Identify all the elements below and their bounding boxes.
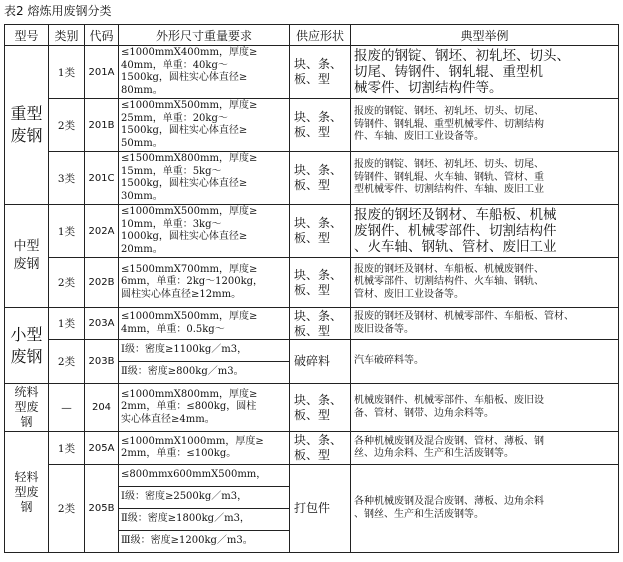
category-cell: 2类 xyxy=(49,258,85,308)
category-cell: 3类 xyxy=(49,152,85,205)
supply-cell: 块、条、 板、型 xyxy=(290,152,351,205)
examples-cell: 报废的钢坯及钢材、车船板、机械 废钢件、机械零部件、切割结构件 、火车轴、钢轨、管材、废旧工业 xyxy=(351,205,619,258)
group-label: 小型 废钢 xyxy=(10,324,43,366)
requirements-cell: ≤1000mmX500mm，厚度≥ 10mm，单重：3kg～ 1000kg，圆柱实心体直径≥ 20mm。 xyxy=(119,205,290,258)
category-cell: 2类 xyxy=(49,465,85,553)
code-cell: 204 xyxy=(85,384,119,432)
table-row xyxy=(5,152,619,205)
code-cell: 205B xyxy=(85,465,119,553)
examples-cell: 汽车破碎料等。 xyxy=(351,340,619,384)
category-cell: 2类 xyxy=(49,340,85,384)
table-row xyxy=(5,205,619,258)
table-row xyxy=(5,99,619,152)
category-cell: — xyxy=(49,384,85,432)
requirements-cell: ≤1000mmX1000mm，厚度≥ 2mm，单重：≤100kg。 xyxy=(119,432,290,465)
examples-cell: 报废的钢坯及钢材、机械零部件、车船板、管材、 废旧设备等。 xyxy=(351,308,619,340)
grade-2-cell: Ⅱ级：密度≥800kg／m3。 xyxy=(119,362,290,384)
table-row xyxy=(5,384,619,432)
table-row xyxy=(5,258,619,308)
header-type: 型号 xyxy=(5,25,49,46)
examples-cell: 各种机械废钢及混合废钢、管材、薄板、钢 丝、边角余料、生产和生活废钢等。 xyxy=(351,432,619,465)
supply-cell: 块、条、 板、型 xyxy=(290,46,351,99)
grade-1-cell: Ⅰ级：密度≥1100kg／m3， xyxy=(119,340,290,362)
code-cell: 202A xyxy=(85,205,119,258)
examples-cell: 各种机械废钢及混合废钢、薄板、边角余料 、钢丝、生产和生活废钢等。 xyxy=(351,465,619,553)
header-examples: 典型举例 xyxy=(351,25,619,46)
group-label: 轻料 型废 钢 xyxy=(14,469,39,514)
code-cell: 203A xyxy=(85,308,119,340)
table-row xyxy=(5,46,619,99)
code-cell: 201B xyxy=(85,99,119,152)
grade-3-cell: Ⅲ级：密度≥1200kg／m3。 xyxy=(119,531,290,553)
examples-cell: 报废的钢锭、钢坯、初轧坯、切头、切尾、 铸钢件、钢轧辊、重型机械零件、切割结构 件、车轴、废旧工业设备等。 xyxy=(351,99,619,152)
examples-cell: 报废的钢锭、钢坯、初轧坯、切头、 切尾、铸钢件、钢轧辊、重型机 械零件、切割结构件等。 xyxy=(351,46,619,99)
group-bulk xyxy=(5,384,49,432)
table-row xyxy=(5,465,619,487)
supply-cell: 打包件 xyxy=(290,465,351,553)
scrap-steel-table xyxy=(4,24,619,553)
grade-1-cell: Ⅰ级：密度≥2500kg／m3， xyxy=(119,487,290,509)
group-light xyxy=(5,432,49,553)
requirements-cell: ≤1000mmX500mm，厚度≥ 4mm，单重：0.5kg～ xyxy=(119,308,290,340)
group-label: 中型 废钢 xyxy=(13,239,40,272)
category-cell: 1类 xyxy=(49,308,85,340)
requirements-cell: ≤1000mmX800mm，厚度≥ 2mm，单重：≤800kg，圆柱 实心体直径≥4mm。 xyxy=(119,384,290,432)
header-category: 类别 xyxy=(49,25,85,46)
table-row xyxy=(5,340,619,362)
supply-cell: 块、条、 板、型 xyxy=(290,258,351,308)
header-row xyxy=(5,25,619,46)
group-label: 重型 废钢 xyxy=(10,104,43,145)
code-cell: 205A xyxy=(85,432,119,465)
header-code: 代码 xyxy=(85,25,119,46)
supply-cell: 块、条、 板、型 xyxy=(290,384,351,432)
supply-cell: 块、条、 板、型 xyxy=(290,99,351,152)
code-cell: 202B xyxy=(85,258,119,308)
header-requirements: 外形尺寸重量要求 xyxy=(119,25,290,46)
requirements-cell: ≤1000mmX500mm，厚度≥ 25mm，单重：20kg～ 1500kg，圆柱实心体直径≥ 50mm。 xyxy=(119,99,290,152)
code-cell: 203B xyxy=(85,340,119,384)
group-heavy xyxy=(5,46,49,205)
code-cell: 201A xyxy=(85,46,119,99)
group-medium xyxy=(5,205,49,308)
grade-2-cell: Ⅱ级：密度≥1800kg／m3， xyxy=(119,509,290,531)
category-cell: 2类 xyxy=(49,99,85,152)
examples-cell: 机械废钢件、机械零部件、车船板、废旧设 备、管材、钢带、边角余料等。 xyxy=(351,384,619,432)
category-cell: 1类 xyxy=(49,205,85,258)
table-row xyxy=(5,308,619,340)
table-caption: 表2 熔炼用废钢分类 xyxy=(4,4,112,18)
requirements-cell: ≤1500mmX800mm，厚度≥ 15mm，单重：5kg～ 1500kg，圆柱实心体直径≥ 30mm。 xyxy=(119,152,290,205)
supply-cell: 块、条、 板、型 xyxy=(290,432,351,465)
group-small xyxy=(5,308,49,384)
size-cell: ≤800mmx600mmX500mm， xyxy=(119,465,290,487)
category-cell: 1类 xyxy=(49,432,85,465)
requirements-cell: ≤1500mmX700mm，厚度≥ 6mm，单重：2kg～1200kg， 圆柱实心体直径≥12mm。 xyxy=(119,258,290,308)
supply-cell: 块、条、 板、型 xyxy=(290,205,351,258)
supply-cell: 破碎料 xyxy=(290,340,351,384)
table-row xyxy=(5,432,619,465)
requirements-cell: ≤1000mmX400mm，厚度≥ 40mm，单重：40kg～ 1500kg，圆柱实心体直径≥ 80mm。 xyxy=(119,46,290,99)
group-label: 统料 型废 钢 xyxy=(14,385,39,429)
code-cell: 201C xyxy=(85,152,119,205)
examples-cell: 报废的钢锭、钢坯、初轧坯、切头、切尾、 铸钢件、钢轧辊、火车轴、钢轨、管材、重 型机械零件、切割结构件、车轴、废旧工业 xyxy=(351,152,619,205)
supply-cell: 块、条、 板、型 xyxy=(290,308,351,340)
examples-cell: 报废的钢坯及钢材、车船板、机械废钢件、 机械零部件、切割结构件、火车轴、钢轨、 管材、废旧工业设备等。 xyxy=(351,258,619,308)
category-cell: 1类 xyxy=(49,46,85,99)
header-supply: 供应形状 xyxy=(290,25,351,46)
